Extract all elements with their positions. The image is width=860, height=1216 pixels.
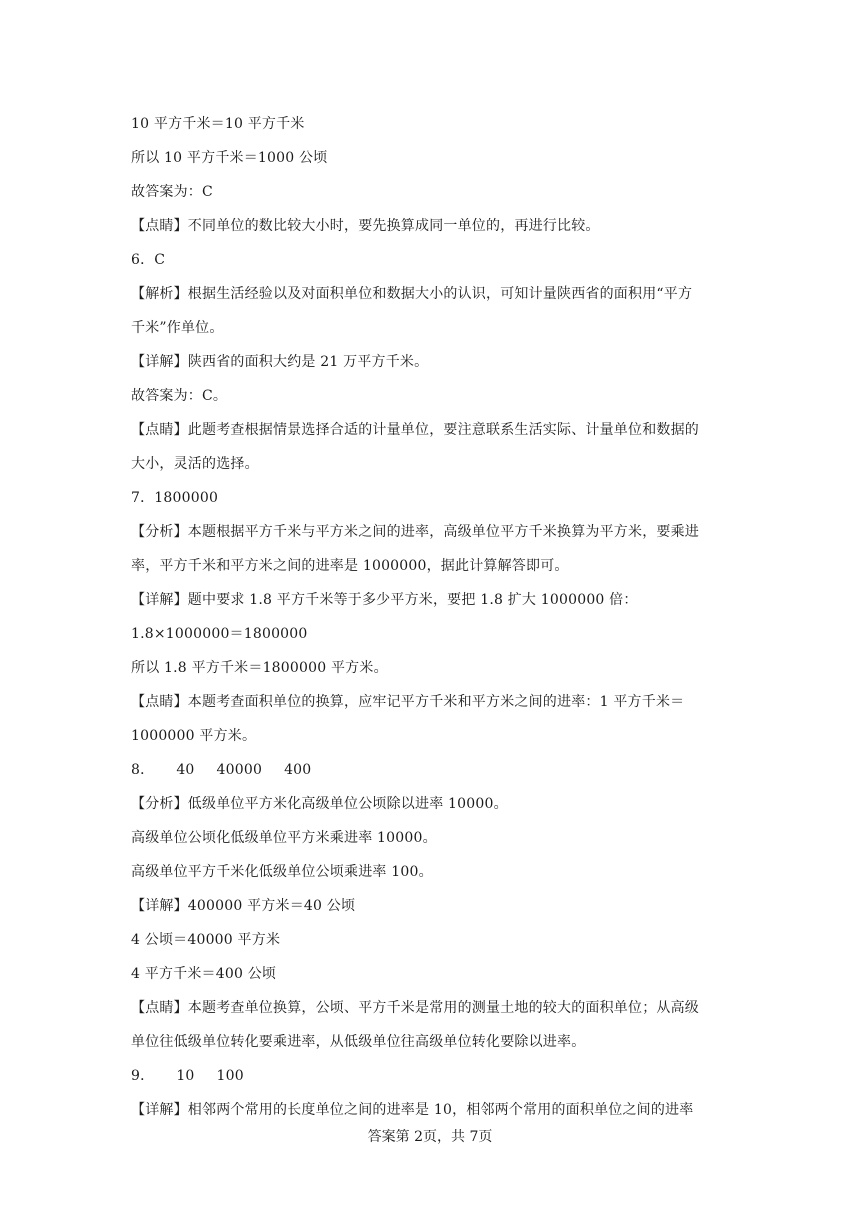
text-line-16: 1.8×1000000＝1800000: [131, 626, 308, 642]
text-line-18: 【点睛】本题考查面积单位的换算，应牢记平方千米和平方米之间的进率：1 平方千米＝: [131, 694, 685, 710]
question-8-answer-1: 40: [176, 762, 195, 778]
question-7-answer: 7．1800000: [131, 490, 219, 506]
text-line-7: 千米”作单位。: [131, 320, 224, 336]
text-line-22: 高级单位公顷化低级单位平方米乘进率 10000。: [131, 830, 437, 846]
question-9-answer-1: 10: [176, 1068, 195, 1084]
text-line-25: 4 公顷＝40000 平方米: [131, 932, 281, 948]
text-line-24: 【详解】400000 平方米＝40 公顷: [131, 898, 356, 914]
answer-content: [131, 107, 731, 1127]
question-8-answer: [131, 753, 731, 787]
text-line-27: 【点睛】本题考查单位换算，公顷、平方千米是常用的测量土地的较大的面积单位；从高级: [131, 1000, 699, 1016]
text-line-8: 【详解】陕西省的面积大约是 21 万平方千米。: [131, 354, 429, 370]
text-line-28: 单位往低级单位转化要乘进率，从低级单位往高级单位转化要除以进率。: [131, 1034, 586, 1050]
text-line-4: 【点睛】不同单位的数比较大小时，要先换算成同一单位的，再进行比较。: [131, 218, 600, 234]
question-9-answer: [131, 1059, 731, 1093]
text-line-14: 率，平方千米和平方米之间的进率是 1000000，据此计算解答即可。: [131, 558, 569, 574]
question-9-label: 9．: [131, 1068, 155, 1084]
text-line-13: 【分析】本题根据平方千米与平方米之间的进率，高级单位平方千米换算为平方米，要乘进: [131, 524, 699, 540]
text-line-19: 1000000 平方米。: [131, 728, 257, 744]
question-8-answer-2: 40000: [216, 762, 263, 778]
text-line-10: 【点睛】此题考查根据情景选择合适的计量单位，要注意联系生活实际、计量单位和数据的: [131, 422, 699, 438]
text-line-1: 10 平方千米＝10 平方千米: [131, 116, 305, 132]
text-line-2: 所以 10 平方千米＝1000 公顷: [131, 150, 328, 166]
text-line-17: 所以 1.8 平方千米＝1800000 平方米。: [131, 660, 388, 676]
text-line-23: 高级单位平方千米化低级单位公顷乘进率 100。: [131, 864, 433, 880]
question-8-label: 8．: [131, 762, 155, 778]
text-line-15: 【详解】题中要求 1.8 平方千米等于多少平方米，要把 1.8 扩大 1000000 倍：: [131, 592, 638, 608]
text-line-11: 大小，灵活的选择。: [131, 456, 259, 472]
question-9-answer-2: 100: [216, 1068, 244, 1084]
text-line-6: 【解析】根据生活经验以及对面积单位和数据大小的认识，可知计量陕西省的面积用“平方: [131, 286, 693, 302]
question-8-answer-3: 400: [284, 762, 312, 778]
page-footer: 答案第 2页，共 7页: [367, 1129, 493, 1145]
text-line-26: 4 平方千米＝400 公顷: [131, 966, 277, 982]
text-line-30: 【详解】相邻两个常用的长度单位之间的进率是 10，相邻两个常用的面积单位之间的进率: [131, 1102, 694, 1118]
text-line-21: 【分析】低级单位平方米化高级单位公顷除以进率 10000。: [131, 796, 508, 812]
text-line-3: 故答案为：C: [131, 184, 213, 200]
text-line-9: 故答案为：C。: [131, 388, 228, 404]
question-6-answer: 6．C: [131, 252, 166, 268]
